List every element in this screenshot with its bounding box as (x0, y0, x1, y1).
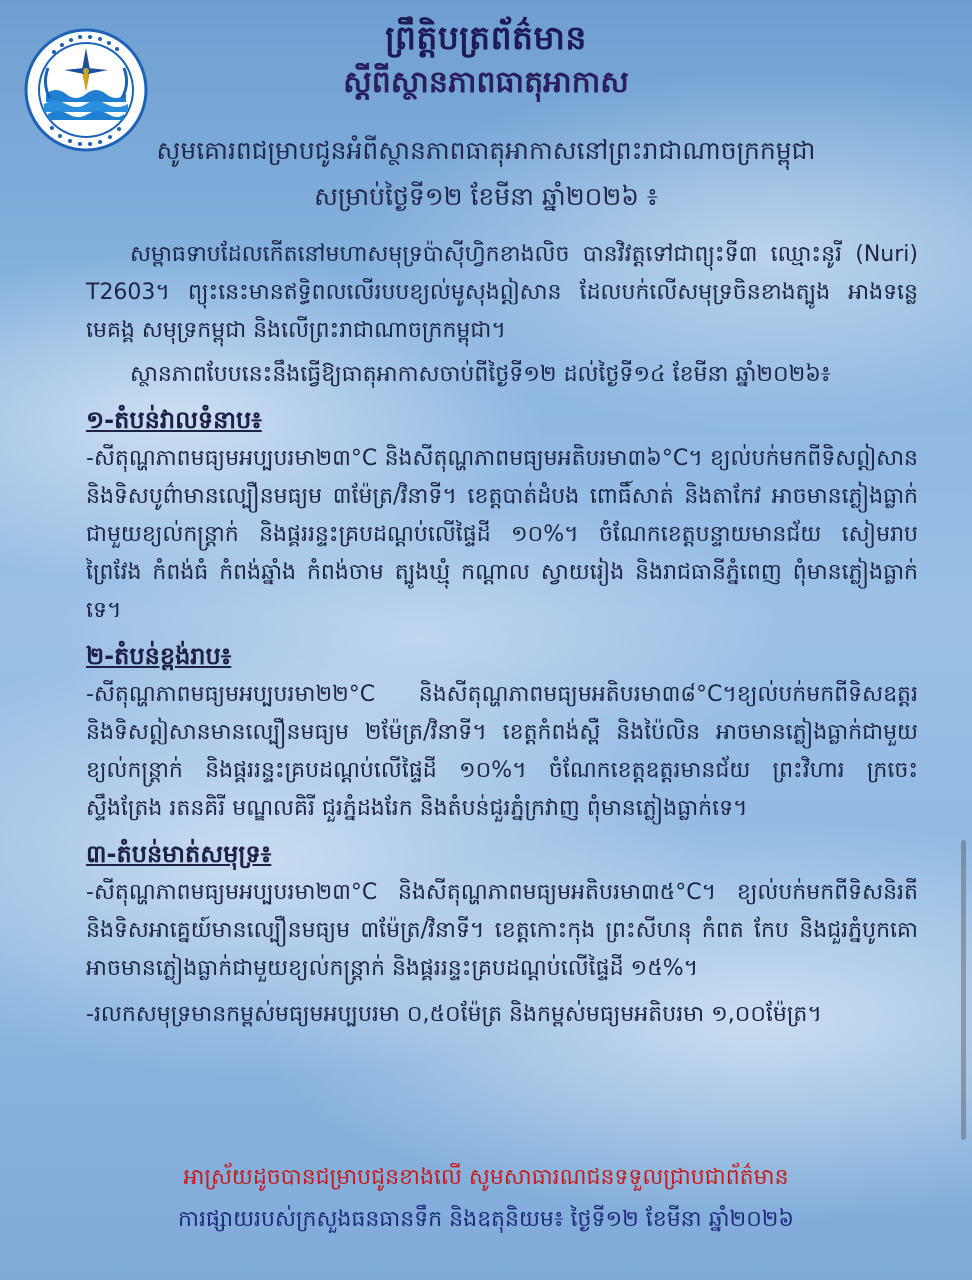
section-heading: ១-តំបន់វាលទំនាប៖ (86, 406, 262, 434)
bulletin-title: ព្រឹត្តិបត្រព័ត៌មាន (385, 18, 587, 57)
section-heading: ២-តំបន់ខ្ពង់រាប៖ (86, 642, 232, 670)
section-body: -សីតុណ្ហភាពមធ្យមអប្បបរមា២២°C និងសីតុណ្ហភាពមធ្យមអតិបរមា៣៨°C។ខ្យល់បក់មកពីទិសឧត្តរ និងទិសឦសានមានល្បឿនមធ្យម ២ម៉ែត្រ/វិនាទី។ ខេត្តកំពង់ស្ពឺ និងប៉ៃលិន អាចមានភ្លៀងធ្លាក់ជាមួយខ្យល់កន្ត្រាក់ និងផ្គររន្ទះគ្របដណ្តប់លើផ្ទៃដី ១០%។ ចំណែកខេត្តឧត្តរមានជ័យ ព្រះវិហារ ក្រចេះ ស្ទឹងត្រែង រតនគិរី មណ្ឌលគិរី ជួរភ្នំដងរែក និងតំបន់ជួរភ្នំក្រវាញ ពុំមានភ្លៀងធ្លាក់ទេ។ (86, 682, 918, 821)
paragraph-forecast-period: ស្ថានភាពបែបនេះនឹងធ្វើឱ្យធាតុអាកាសចាប់ពីថ្ងៃទី១២ ដល់ថ្ងៃទី១៤ ខែមីនា ឆ្នាំ២០២៦៖ (130, 362, 831, 387)
footer (0, 1158, 972, 1242)
section-lowland (86, 400, 918, 630)
scrollbar[interactable] (961, 840, 966, 1140)
intro (60, 128, 912, 220)
intro-line-2: សម្រាប់ថ្ងៃទី១២ ខែមីនា ឆ្នាំ២០២៦ ៖ (314, 182, 658, 211)
intro-line-1: សូមគោរពជម្រាបជូនអំពីស្ថានភាពធាតុអាកាសនៅព្រះរាជាណាចក្រកម្ពុជា (156, 136, 816, 165)
header (0, 14, 972, 104)
footer-notice: អាស្រ័យដូចបានជម្រាបជូនខាងលើ សូមសាធារណជនទទួលជ្រាបជាព័ត៌មាន (183, 1165, 789, 1190)
section-coastal (86, 834, 918, 988)
section-highland (86, 636, 918, 828)
footer-issuer: ការផ្សាយរបស់ក្រសួងធនធានទឹក និងឧតុនិយម៖ ថ្ងៃទី១២ ខែមីនា ឆ្នាំ២០២៦ (178, 1207, 794, 1232)
wave-height-note: -រលកសមុទ្រមានកម្ពស់មធ្យមអប្បបរមា ០,៥០ម៉ែត្រ និងកម្ពស់មធ្យមអតិបរមា ១,០០ម៉ែត្រ។ (86, 1002, 822, 1027)
bulletin-body (86, 236, 918, 1034)
section-heading: ៣-តំបន់មាត់សមុទ្រ៖ (86, 840, 272, 868)
paragraph-storm: សម្ពាធទាបដែលកើតនៅមហាសមុទ្រប៉ាស៊ីហ្វិកខាងលិច បានវិវត្តទៅជាព្យុះទី៣ ឈ្មោះនូរី (Nuri) T2603។ ព្យុះនេះមានឥទ្ធិពលលើរបបខ្យល់មូសុងឦសាន ដែលបក់លើសមុទ្រចិនខាងត្បូង អាងទន្លេមេគង្គ សមុទ្រកម្ពុជា និងលើព្រះរាជាណាចក្រកម្ពុជា។ (86, 242, 918, 343)
section-body: -សីតុណ្ហភាពមធ្យមអប្បបរមា២៣°C និងសីតុណ្ហភាពមធ្យមអតិបរមា៣៦°C។ ខ្យល់បក់មកពីទិសឦសាន និងទិសបូព៌ាមានល្បឿនមធ្យម ៣ម៉ែត្រ/វិនាទី។ ខេត្តបាត់ដំបង ពោធិ៍សាត់ និងតាកែវ អាចមានភ្លៀងធ្លាក់ជាមួយខ្យល់កន្ត្រាក់ និងផ្គររន្ទះគ្របដណ្តប់លើផ្ទៃដី ១០%។ ចំណែកខេត្តបន្ទាយមានជ័យ សៀមរាប ព្រៃវែង កំពង់ធំ កំពង់ឆ្នាំង កំពង់ចាម ត្បូងឃ្មុំ កណ្តាល ស្វាយរៀង និងរាជធានីភ្នំពេញ ពុំមានភ្លៀងធ្លាក់ទេ។ (86, 446, 918, 623)
section-body: -សីតុណ្ហភាពមធ្យមអប្បបរមា២៣°C និងសីតុណ្ហភាពមធ្យមអតិបរមា៣៥°C។ ខ្យល់បក់មកពីទិសនិរតី និងទិសអាគ្នេយ៍មានល្បឿនមធ្យម ៣ម៉ែត្រ/វិនាទី។ ខេត្តកោះកុង ព្រះសីហនុ កំពត កែប និងជួរភ្នំបូកគោ អាចមានភ្លៀងធ្លាក់ជាមួយខ្យល់កន្ត្រាក់ និងផ្គររន្ទះគ្របដណ្តប់លើផ្ទៃដី ១៥%។ (86, 880, 918, 981)
bulletin-subtitle: ស្តីពីស្ថានភាពធាតុអាកាស (343, 65, 629, 100)
